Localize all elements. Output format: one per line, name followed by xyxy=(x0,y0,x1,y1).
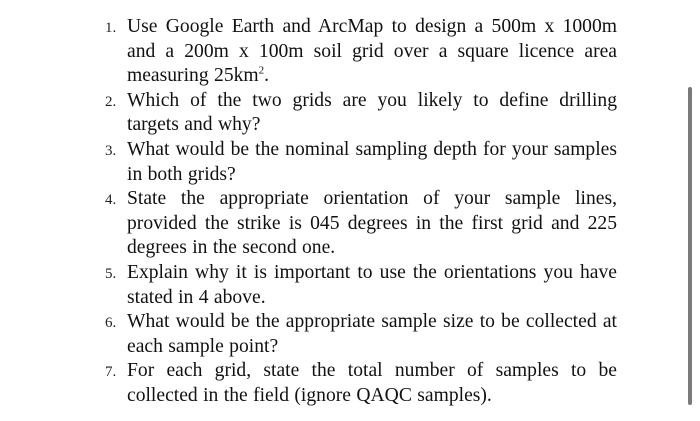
question-text: State the appropriate orientation of your sample lines, provided the strike is 045 degrees in the first grid and 225 degrees in the second one. xyxy=(127,188,617,259)
question-list xyxy=(0,15,700,409)
question-text: Explain why it is important to use the orientations you have stated in 4 above. xyxy=(127,261,617,308)
list-item xyxy=(0,261,700,310)
list-item xyxy=(0,310,700,359)
question-text-end: . xyxy=(264,65,270,87)
superscript: 2 xyxy=(258,64,265,77)
question-number: 6. xyxy=(105,315,117,332)
question-text xyxy=(127,15,617,89)
question-text: What would be the appropriate sample size to be collected at each sample point? xyxy=(127,311,617,357)
question-number: 1. xyxy=(105,20,117,36)
question-text: What would be the nominal sampling depth for your samples in both grids? xyxy=(127,138,617,185)
question-number: 2. xyxy=(105,93,117,110)
vertical-scrollbar[interactable] xyxy=(688,87,692,405)
question-number: 3. xyxy=(105,142,117,159)
question-text: For each grid, state the total number of samples to be collected in the field (ignore QAQC samples). xyxy=(127,360,617,406)
list-item xyxy=(0,15,700,89)
list-item xyxy=(0,138,700,187)
question-text-main: Use Google Earth and ArcMap to design a 500m x 1000m and a 200m x 100m soil grid over a square licence area measuring 25km xyxy=(127,16,617,87)
question-text: Which of the two grids are you likely to define drilling targets and why? xyxy=(127,89,617,136)
list-item xyxy=(0,359,700,408)
list-item xyxy=(0,187,700,261)
list-item xyxy=(0,89,700,138)
question-number: 5. xyxy=(105,265,117,282)
question-number: 7. xyxy=(105,364,117,381)
question-number: 4. xyxy=(105,192,117,209)
